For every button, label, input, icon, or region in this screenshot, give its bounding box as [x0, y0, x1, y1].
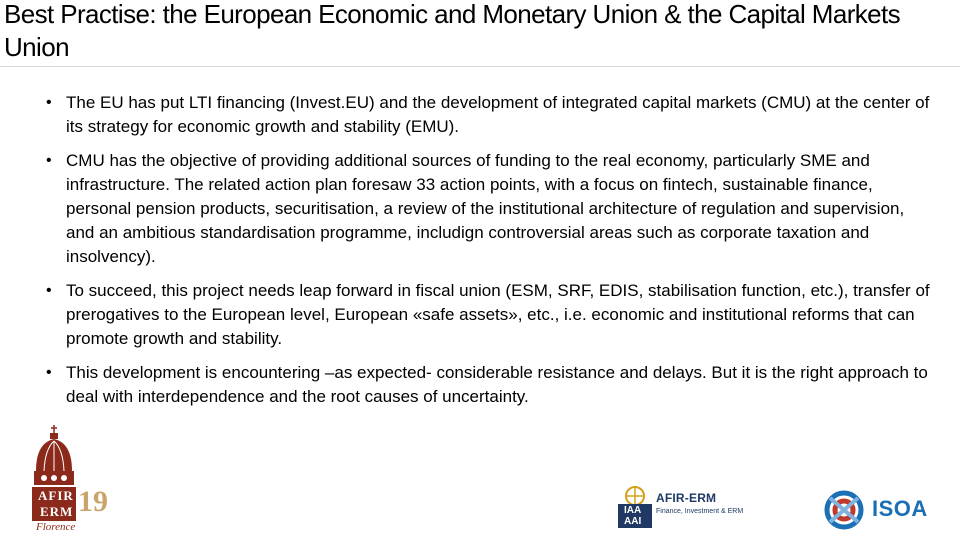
iaa-subtitle: Finance, Investment & ERM	[656, 508, 744, 515]
bullet-text: CMU has the objective of providing additional sources of funding to the real economy, particularly SME and infrastructure. The related action plan foresaw 33 action points, with a focus on fintech, sustainable finance, personal pension products, securitisation, a review of the institutional architecture of regulation and supervision, and an ambitious standardisation programme, includign controversial areas such as corporate taxation and insolvency).	[66, 151, 905, 266]
title-divider	[0, 66, 960, 67]
bullet-marker: •	[46, 94, 52, 111]
list-item	[46, 279, 936, 351]
bullet-text: The EU has put LTI financing (Invest.EU) and the development of integrated capital markets (CMU) at the center of its strategy for economic growth and stability (EMU).	[66, 93, 930, 136]
erm-text: ERM	[40, 504, 74, 519]
isoa-text: ISOA	[872, 496, 928, 521]
list-item	[46, 149, 936, 269]
iaa-title: AFIR-ERM	[656, 491, 717, 505]
list-item	[46, 361, 936, 409]
bullet-marker: •	[46, 152, 52, 169]
list-item	[46, 91, 936, 139]
bullet-text: This development is encountering –as expected- considerable resistance and delays. But it is the right approach to deal with interdependence and the root causes of uncertainty.	[66, 363, 928, 406]
bullet-marker: •	[46, 364, 52, 381]
bullet-marker: •	[46, 282, 52, 299]
bullet-text: To succeed, this project needs leap forward in fiscal union (ESM, SRF, EDIS, stabilisation function, etc.), transfer of prerogatives to the European level, European «safe assets», etc., i.e. economic and institutional reforms that can promote growth and stability.	[66, 281, 930, 348]
isoa-knot-icon	[820, 488, 868, 532]
afir-text: AFIR	[38, 488, 74, 503]
isoa-logo	[820, 488, 930, 532]
bullet-list	[46, 91, 936, 419]
page-title: Best Practise: the European Economic and Monetary Union & the Capital Markets Union	[4, 0, 901, 62]
iaa-mark-line2: AAI	[624, 516, 642, 527]
iaa-mark-line1: IAA	[624, 505, 642, 516]
iaa-afir-erm-logo	[616, 486, 766, 530]
city-text: Florence	[36, 521, 76, 533]
year-text: 19	[78, 485, 108, 518]
afir-erm-logo	[30, 425, 110, 535]
